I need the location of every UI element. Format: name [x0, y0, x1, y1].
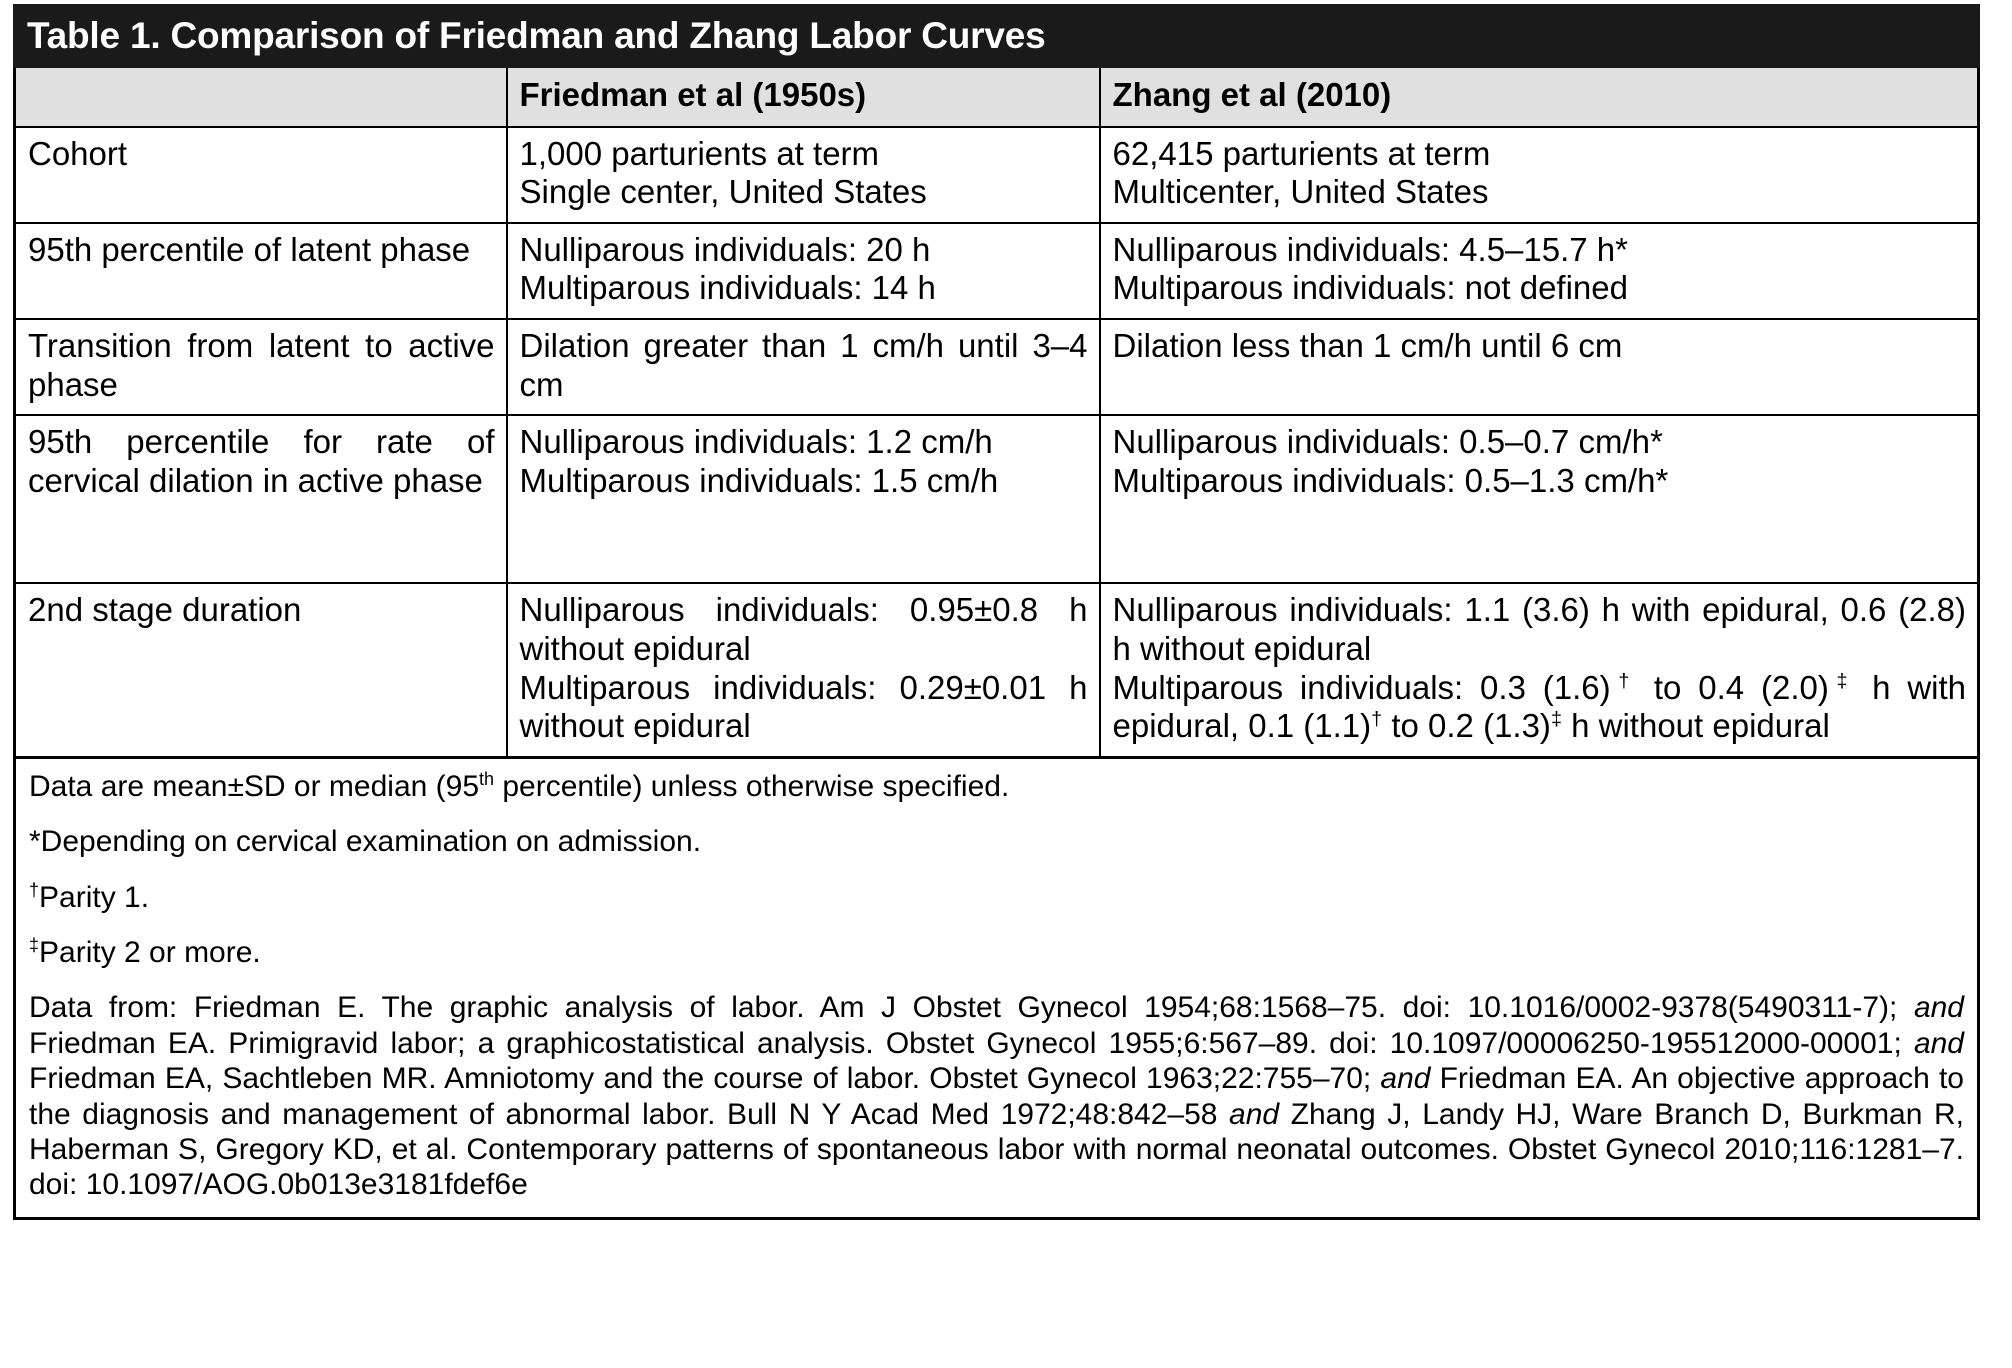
table-row: [15, 127, 1979, 223]
row-label-dilation-rate: 95th percentile for rate of cervical dilation in active phase: [15, 415, 507, 583]
cell-spacer: [520, 500, 1088, 572]
cell-zhang-2nd-stage: [1100, 583, 1979, 757]
cell-line: Multiparous individuals: 0.5–1.3 cm/h*: [1112, 461, 1669, 499]
cell-zhang-cohort: [1100, 127, 1979, 223]
row-label-2nd-stage: 2nd stage duration: [15, 583, 507, 757]
table-row: [15, 319, 1979, 415]
table-1-container: [13, 4, 1980, 1220]
comparison-table: [13, 68, 1980, 759]
footnote-data-are: Data are mean±SD or median (95th percentile) unless otherwise specified.: [29, 768, 1010, 803]
cell-friedman-transition: [507, 319, 1100, 415]
cell-line: 1,000 parturients at term: [519, 134, 880, 172]
cell-line: Nulliparous individuals: 1.2 cm/h: [519, 423, 993, 461]
cell-friedman-dilation-rate: [507, 415, 1100, 583]
cell-friedman-latent-95th: [507, 223, 1100, 319]
cell-line: Dilation less than 1 cm/h until 6 cm: [1112, 327, 1623, 365]
cell-line: Multiparous individuals: not defined: [1112, 269, 1628, 307]
header-cell-zhang: Zhang et al (2010): [1100, 68, 1979, 127]
cell-zhang-latent-95th: [1100, 223, 1979, 319]
row-label-cohort: Cohort: [15, 127, 507, 223]
header-cell-friedman: Friedman et al (1950s): [507, 68, 1100, 127]
table-footnotes: [13, 759, 1980, 1220]
cell-line: Nulliparous individuals: 0.5–0.7 cm/h*: [1112, 423, 1663, 461]
cell-line: Nulliparous individuals: 4.5–15.7 h*: [1112, 230, 1628, 268]
footnote-asterisk: *Depending on cervical examination on admission.: [29, 825, 702, 859]
cell-line: Single center, United States: [519, 173, 927, 211]
cell-line: Nulliparous individuals: 0.95±0.8 h without epidural: [519, 591, 1088, 668]
cell-line: Nulliparous individuals: 20 h: [519, 230, 931, 268]
header-cell-blank: [15, 68, 507, 127]
cell-line: 62,415 parturients at term: [1112, 134, 1491, 172]
header-row: [15, 68, 1979, 127]
cell-line: Multiparous individuals: 14 h: [519, 269, 936, 307]
footnote-double-dagger: ‡Parity 2 or more.: [29, 935, 261, 970]
table-body: [15, 127, 1979, 758]
cell-line: Nulliparous individuals: 1.1 (3.6) h with epidural, 0.6 (2.8) h without epidural: [1112, 591, 1966, 668]
table-title: Table 1. Comparison of Friedman and Zhang Labor Curves: [13, 4, 1980, 68]
cell-line: Multiparous individuals: 1.5 cm/h: [519, 461, 999, 499]
table-row: [15, 223, 1979, 319]
cell-zhang-dilation-rate: [1100, 415, 1979, 583]
footnote-dagger: †Parity 1.: [29, 879, 150, 914]
cell-line: Multiparous individuals: 0.29±0.01 h without epidural: [519, 668, 1088, 745]
cell-friedman-cohort: [507, 127, 1100, 223]
table-header: [15, 68, 1979, 127]
table-row: [15, 415, 1979, 583]
table-row: [15, 583, 1979, 757]
cell-zhang-transition: [1100, 319, 1979, 415]
cell-line: Dilation greater than 1 cm/h until 3–4 cm: [519, 327, 1088, 403]
cell-friedman-2nd-stage: [507, 583, 1100, 757]
row-label-latent-95th: 95th percentile of latent phase: [15, 223, 507, 319]
cell-line: Multiparous individuals: 0.3 (1.6)† to 0.4 (2.0)‡ h with epidural, 0.1 (1.1)† to 0.2 (1.3)‡ h without epidural: [1112, 668, 1966, 745]
footnote-data-from: Data from: Friedman E. The graphic analysis of labor. Am J Obstet Gynecol 1954;68:1568–75. doi: 10.1016/0002-9378(5490311-7); and Friedman EA. Primigravid labor; a graphicostatistical analysis. Obstet Gynecol 1955;6:567–89. doi: 10.1097/00006250-195512000-00001; and Friedman EA, Sachtleben MR. Amniotomy and the course of labor. Obstet Gynecol 1963;22:755–70; and Friedman EA. An objective approach to the diagnosis and management of abnormal labor. Bull N Y Acad Med 1972;48:842–58 and Zhang J, Landy HJ, Ware Branch D, Burkman R, Haberman S, Gregory KD, et al. Contemporary patterns of spontaneous labor with normal neonatal outcomes. Obstet Gynecol 2010;116:1281–7. doi: 10.1097/AOG.0b013e3181fdef6e: [29, 991, 1964, 1202]
cell-line: Multicenter, United States: [1112, 173, 1489, 211]
row-label-transition: Transition from latent to active phase: [15, 319, 507, 415]
